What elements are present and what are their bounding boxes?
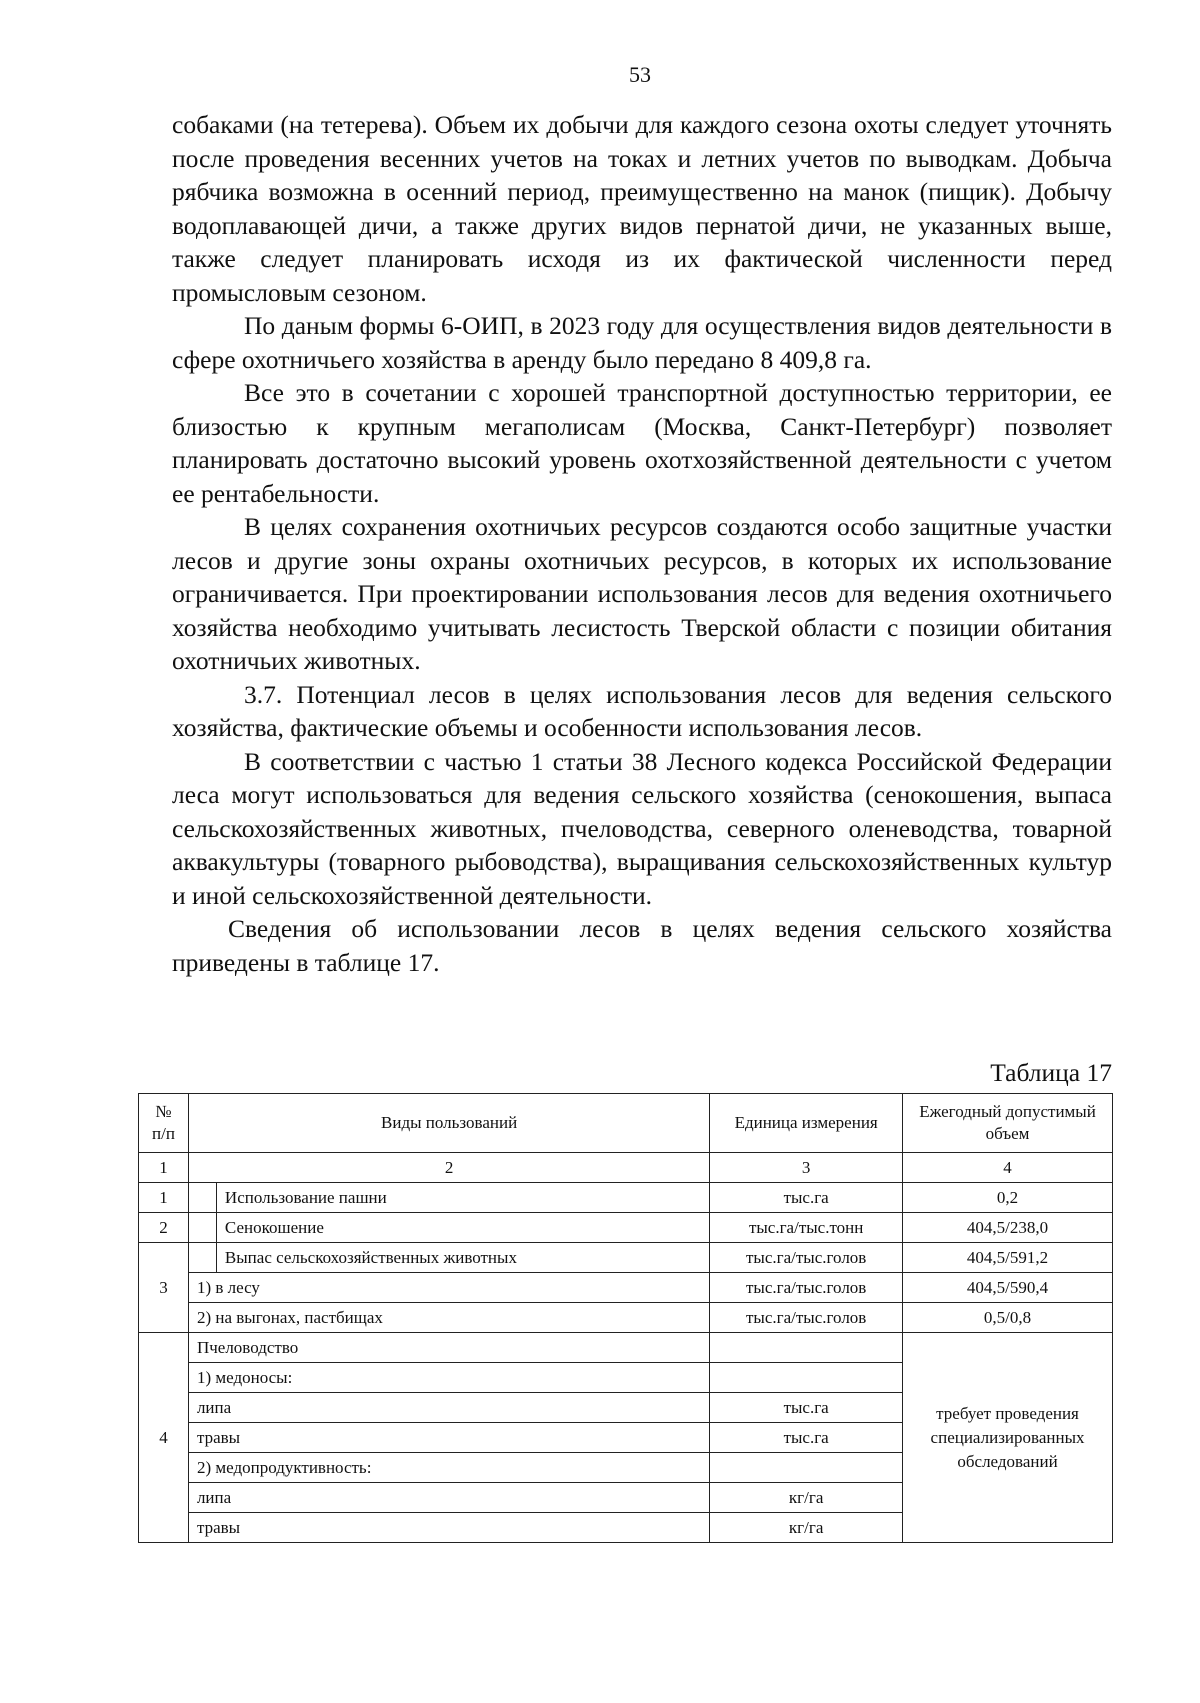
cell-num: 2 [139,1213,189,1243]
table-header-row [139,1094,1113,1153]
cell-type: 2) на выгонах, пастбищах [188,1303,709,1333]
col-number: 2 [188,1153,709,1183]
cell-unit [710,1363,903,1393]
table-row [139,1243,1113,1273]
cell-unit [710,1453,903,1483]
cell-num: 4 [139,1333,189,1543]
header-volume: Ежегодный допустимый объем [903,1094,1113,1153]
table-row [139,1303,1113,1333]
page-number: 53 [629,62,651,87]
cell-unit [710,1333,903,1363]
header-type: Виды пользований [188,1094,709,1153]
cell-unit: тыс.га [710,1183,903,1213]
cell-volume: 404,5/591,2 [903,1243,1113,1273]
cell-type: травы [188,1513,709,1543]
table-row [139,1333,1113,1363]
cell-type: Сенокошение [216,1213,709,1243]
col-number: 1 [139,1153,189,1183]
cell-type: липа [188,1393,709,1423]
paragraph: Сведения об использовании лесов в целях ведения сельского хозяйства приведены в таблице 17. [172,914,1112,977]
table-caption: Таблица 17 [990,1058,1112,1087]
cell-type: 1) медоносы: [188,1363,709,1393]
cell-num: 1 [139,1183,189,1213]
paragraph: По даным формы 6-ОИП, в 2023 году для осуществления видов деятельности в сфере охотничьего хозяйства в аренду было передано 8 409,8 га. [172,311,1112,374]
header-num: № п/п [139,1094,189,1153]
cell-type: липа [188,1483,709,1513]
cell-type: 2) медопродуктивность: [188,1453,709,1483]
cell-type: травы [188,1423,709,1453]
cell-type: Пчеловодство [188,1333,709,1363]
cell-spacer [188,1183,216,1213]
cell-unit: тыс.га/тыс.голов [710,1303,903,1333]
col-number: 3 [710,1153,903,1183]
cell-type: Использование пашни [216,1183,709,1213]
cell-num: 3 [139,1243,189,1333]
col-number: 4 [903,1153,1113,1183]
cell-unit: тыс.га [710,1423,903,1453]
cell-unit: тыс.га/тыс.голов [710,1243,903,1273]
cell-volume: 404,5/590,4 [903,1273,1113,1303]
cell-unit: тыс.га/тыс.голов [710,1273,903,1303]
cell-unit: тыс.га/тыс.тонн [710,1213,903,1243]
cell-spacer [188,1213,216,1243]
cell-type: 1) в лесу [188,1273,709,1303]
table-row [139,1213,1113,1243]
paragraph: собаками (на тетерева). Объем их добычи для каждого сезона охоты следует уточнять после проведения весенних учетов на токах и летних учетов по выводкам. Добыча рябчика возможна в осенний период, преимущественно на манок (пищик). Добычу водоплавающей дичи, а также других видов пернатой дичи, не указанных выше, также следует планировать исходя из их фактической численности перед промысловым сезоном. [172,110,1112,307]
cell-spacer [188,1243,216,1273]
cell-volume: 0,2 [903,1183,1113,1213]
cell-volume: 0,5/0,8 [903,1303,1113,1333]
paragraph: В соответствии с частью 1 статьи 38 Лесного кодекса Российской Федерации леса могут использоваться для ведения сельского хозяйства (сенокошения, выпаса сельскохозяйственных животных, пчеловодства, северного оленеводства, товарной аквакультуры (товарного рыбоводства), выращивания сельскохозяйственных культур и иной сельскохозяйственной деятельности. [172,746,1112,910]
data-table [138,1093,1113,1543]
column-number-row [139,1153,1113,1183]
table-row [139,1183,1113,1213]
body-text [172,108,1112,979]
cell-unit: тыс.га [710,1393,903,1423]
cell-unit: кг/га [710,1513,903,1543]
paragraph: Все это в сочетании с хорошей транспортной доступностью территории, ее близостью к крупным мегаполисам (Москва, Санкт-Петербург) позволяет планировать достаточно высокий уровень охотхозяйственной деятельности с учетом ее рентабельности. [172,378,1112,508]
cell-type: Выпас сельскохозяйственных животных [216,1243,709,1273]
paragraph: В целях сохранения охотничьих ресурсов создаются особо защитные участки лесов и другие зоны охраны охотничьих ресурсов, в которых их использование ограничивается. При проектировании использования лесов для ведения охотничьего хозяйства необходимо учитывать лесистость Тверской области с позиции обитания охотничьих животных. [172,512,1112,675]
table-row [139,1273,1113,1303]
section-heading: 3.7. Потенциал лесов в целях использования лесов для ведения сельского хозяйства, фактические объемы и особенности использования лесов. [172,679,1112,742]
cell-volume: требует проведения специализированных обследований [903,1333,1113,1543]
cell-volume: 404,5/238,0 [903,1213,1113,1243]
cell-unit: кг/га [710,1483,903,1513]
header-unit: Единица измерения [710,1094,903,1153]
